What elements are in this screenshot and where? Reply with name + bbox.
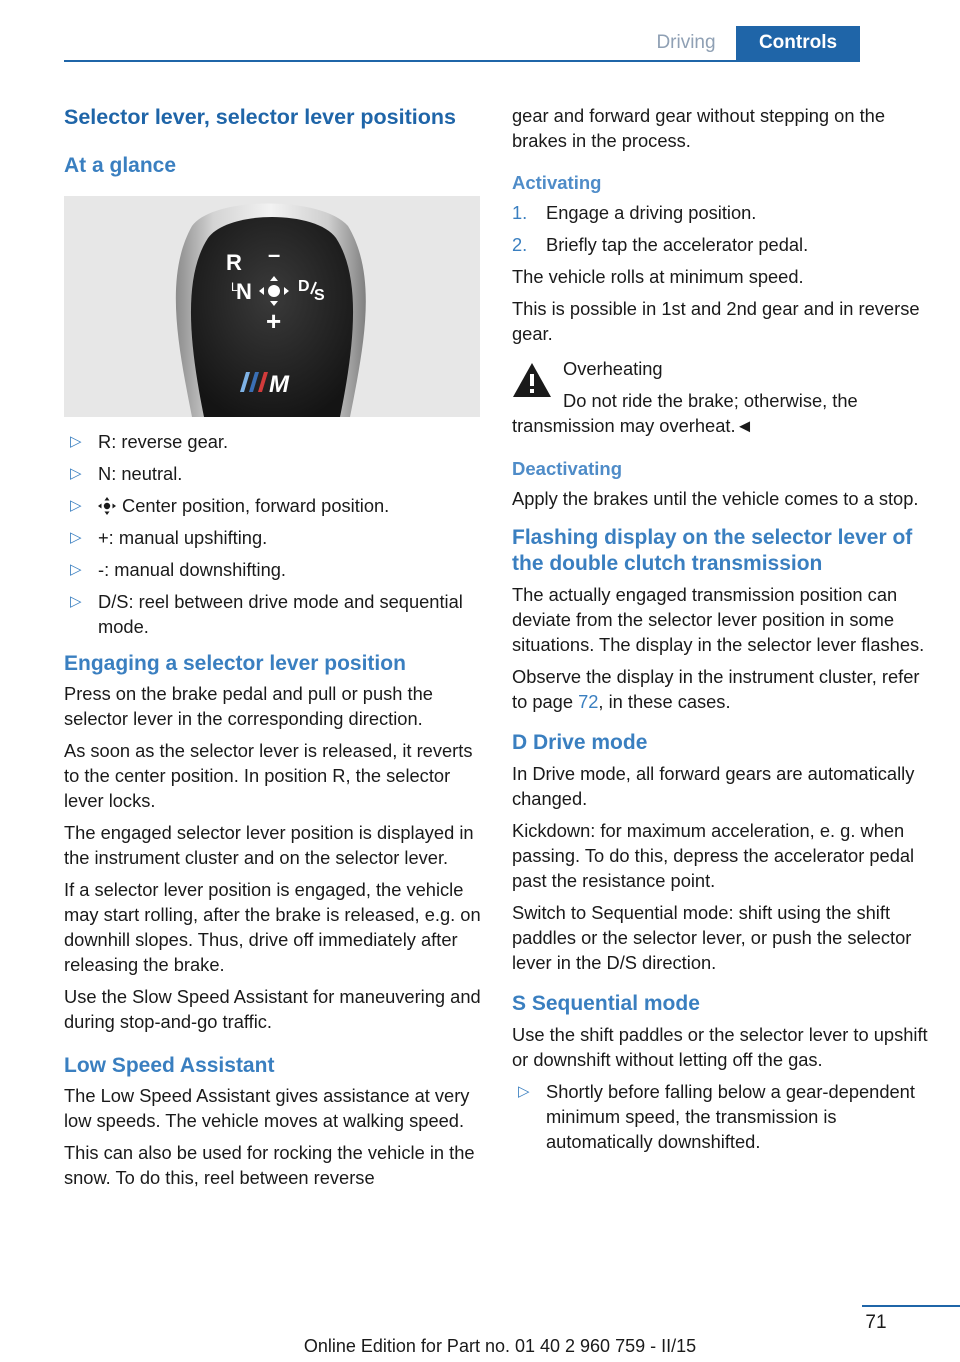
continued-para: gear and forward gear without stepping on the brakes in the process. bbox=[512, 105, 885, 151]
rolls-para: The vehicle rolls at minimum speed. bbox=[512, 266, 804, 287]
sequential-list bbox=[512, 1079, 930, 1154]
engaging-para: The engaged selector lever position is displayed in the instrument cluster and on the selector lever. bbox=[64, 822, 474, 868]
page-link[interactable]: 72 bbox=[578, 691, 599, 712]
engaging-heading: Engaging a selector lever position bbox=[64, 652, 406, 675]
engaging-para: As soon as the selector lever is released, it reverts to the center position. In position R, the selector lever locks. bbox=[64, 740, 473, 811]
knob-letter-r: R bbox=[226, 250, 242, 275]
selector-lever-figure bbox=[64, 196, 480, 417]
center-position-icon bbox=[98, 497, 116, 515]
drive-mode-para: In Drive mode, all forward gears are automatically changed. bbox=[512, 763, 915, 809]
knob-plus: + bbox=[266, 306, 282, 336]
observe-para: Observe the display in the instrument cluster, refer to page 72, in these cases. bbox=[512, 666, 920, 712]
drive-mode-heading: D Drive mode bbox=[512, 731, 648, 754]
sequential-mode-heading: S Sequential mode bbox=[512, 992, 700, 1015]
activating-steps bbox=[512, 200, 930, 257]
flashing-heading: Flashing display on the selector lever of the double clutch transmission bbox=[512, 526, 913, 575]
bullet-arrow-icon: ▷ bbox=[70, 433, 82, 450]
low-speed-heading: Low Speed Assistant bbox=[64, 1054, 275, 1077]
activating-heading: Activating bbox=[512, 172, 602, 193]
engaging-para: Press on the brake pedal and pull or push the selector lever in the corresponding direction. bbox=[64, 683, 433, 729]
list-item: ▷ R: reverse gear. bbox=[70, 431, 229, 452]
list-item: ▷ Center position, forward position. bbox=[70, 495, 390, 516]
kickdown-para: Kickdown: for maximum acceleration, e. g. when passing. To do this, depress the accelerator pedal past the resistance point. bbox=[512, 820, 915, 891]
knob-letter-l: L bbox=[231, 280, 238, 294]
at-a-glance-heading: At a glance bbox=[64, 154, 177, 177]
knob-letter-d: D bbox=[298, 278, 310, 295]
switch-seq-para: Switch to Sequential mode: shift using the shift paddles or the selector lever, or push the selector lever in the D/S direction. bbox=[512, 902, 912, 973]
list-item: ▷ +: manual upshifting. bbox=[70, 527, 268, 548]
tab-driving[interactable]: Driving bbox=[656, 32, 716, 53]
bullet-arrow-icon: ▷ bbox=[70, 529, 82, 546]
list-item: 1. Engage a driving position. bbox=[512, 202, 757, 223]
bullet-arrow-icon: ▷ bbox=[518, 1083, 530, 1100]
knob-minus: – bbox=[268, 242, 281, 267]
low-speed-para: This can also be used for rocking the vehicle in the snow. To do this, reel between reverse bbox=[64, 1142, 475, 1188]
warning-triangle-icon bbox=[512, 362, 552, 398]
deactivating-heading: Deactivating bbox=[512, 458, 623, 479]
bullet-arrow-icon: ▷ bbox=[70, 561, 82, 578]
bullet-arrow-icon: ▷ bbox=[70, 497, 82, 514]
list-item: ▷ D/S: reel between drive mode and sequential mode. bbox=[70, 591, 463, 637]
selector-lever-illustration bbox=[64, 196, 480, 417]
section-title: Selector lever, selector lever positions bbox=[64, 105, 456, 129]
footer-rule bbox=[862, 1305, 960, 1307]
edition-footer: Online Edition for Part no. 01 40 2 960 759 - II/15 bbox=[303, 1336, 697, 1356]
list-item: ▷ N: neutral. bbox=[70, 463, 183, 484]
engaging-para: Use the Slow Speed Assistant for maneuvering and during stop-and-go traffic. bbox=[64, 986, 481, 1032]
list-item: ▷ -: manual downshifting. bbox=[70, 559, 286, 580]
sequential-mode-para: Use the shift paddles or the selector lever to upshift or downshift without letting off the gas. bbox=[512, 1024, 928, 1070]
warning-title: Overheating bbox=[563, 358, 663, 379]
low-speed-para: The Low Speed Assistant gives assistance at very low speeds. The vehicle moves at walking speed. bbox=[64, 1085, 470, 1131]
svg-text:M: M bbox=[269, 371, 289, 398]
list-item: 2. Briefly tap the accelerator pedal. bbox=[512, 234, 809, 255]
possible-para: This is possible in 1st and 2nd gear and in reverse gear. bbox=[512, 298, 920, 344]
knob-letter-n: N bbox=[236, 279, 252, 304]
engaging-para: If a selector lever position is engaged, the vehicle may start rolling, after the brake is released, e.g. on downhill slopes. Thus, drive off immediately after releasing the brake. bbox=[64, 879, 481, 975]
flashing-para: The actually engaged transmission position can deviate from the selector lever position in some situations. The display in the selector lever flashes. bbox=[512, 584, 925, 655]
left-column bbox=[64, 103, 482, 1190]
knob-letter-s: S bbox=[314, 287, 325, 304]
bullet-arrow-icon: ▷ bbox=[70, 465, 82, 482]
header-rule bbox=[64, 60, 860, 62]
right-column bbox=[512, 103, 930, 1161]
bullet-arrow-icon: ▷ bbox=[70, 593, 82, 610]
list-item: ▷ Shortly before falling below a gear-dependent minimum speed, the transmission is automatically downshifted. bbox=[518, 1081, 915, 1152]
position-list bbox=[64, 429, 482, 639]
page-number: 71 bbox=[865, 1312, 887, 1333]
tab-controls[interactable]: Controls bbox=[736, 26, 860, 60]
warning-text: Do not ride the brake; otherwise, the transmission may overheat.◄ bbox=[512, 390, 858, 436]
warning-box bbox=[512, 356, 930, 381]
deactivating-para: Apply the brakes until the vehicle comes to a stop. bbox=[512, 488, 919, 509]
